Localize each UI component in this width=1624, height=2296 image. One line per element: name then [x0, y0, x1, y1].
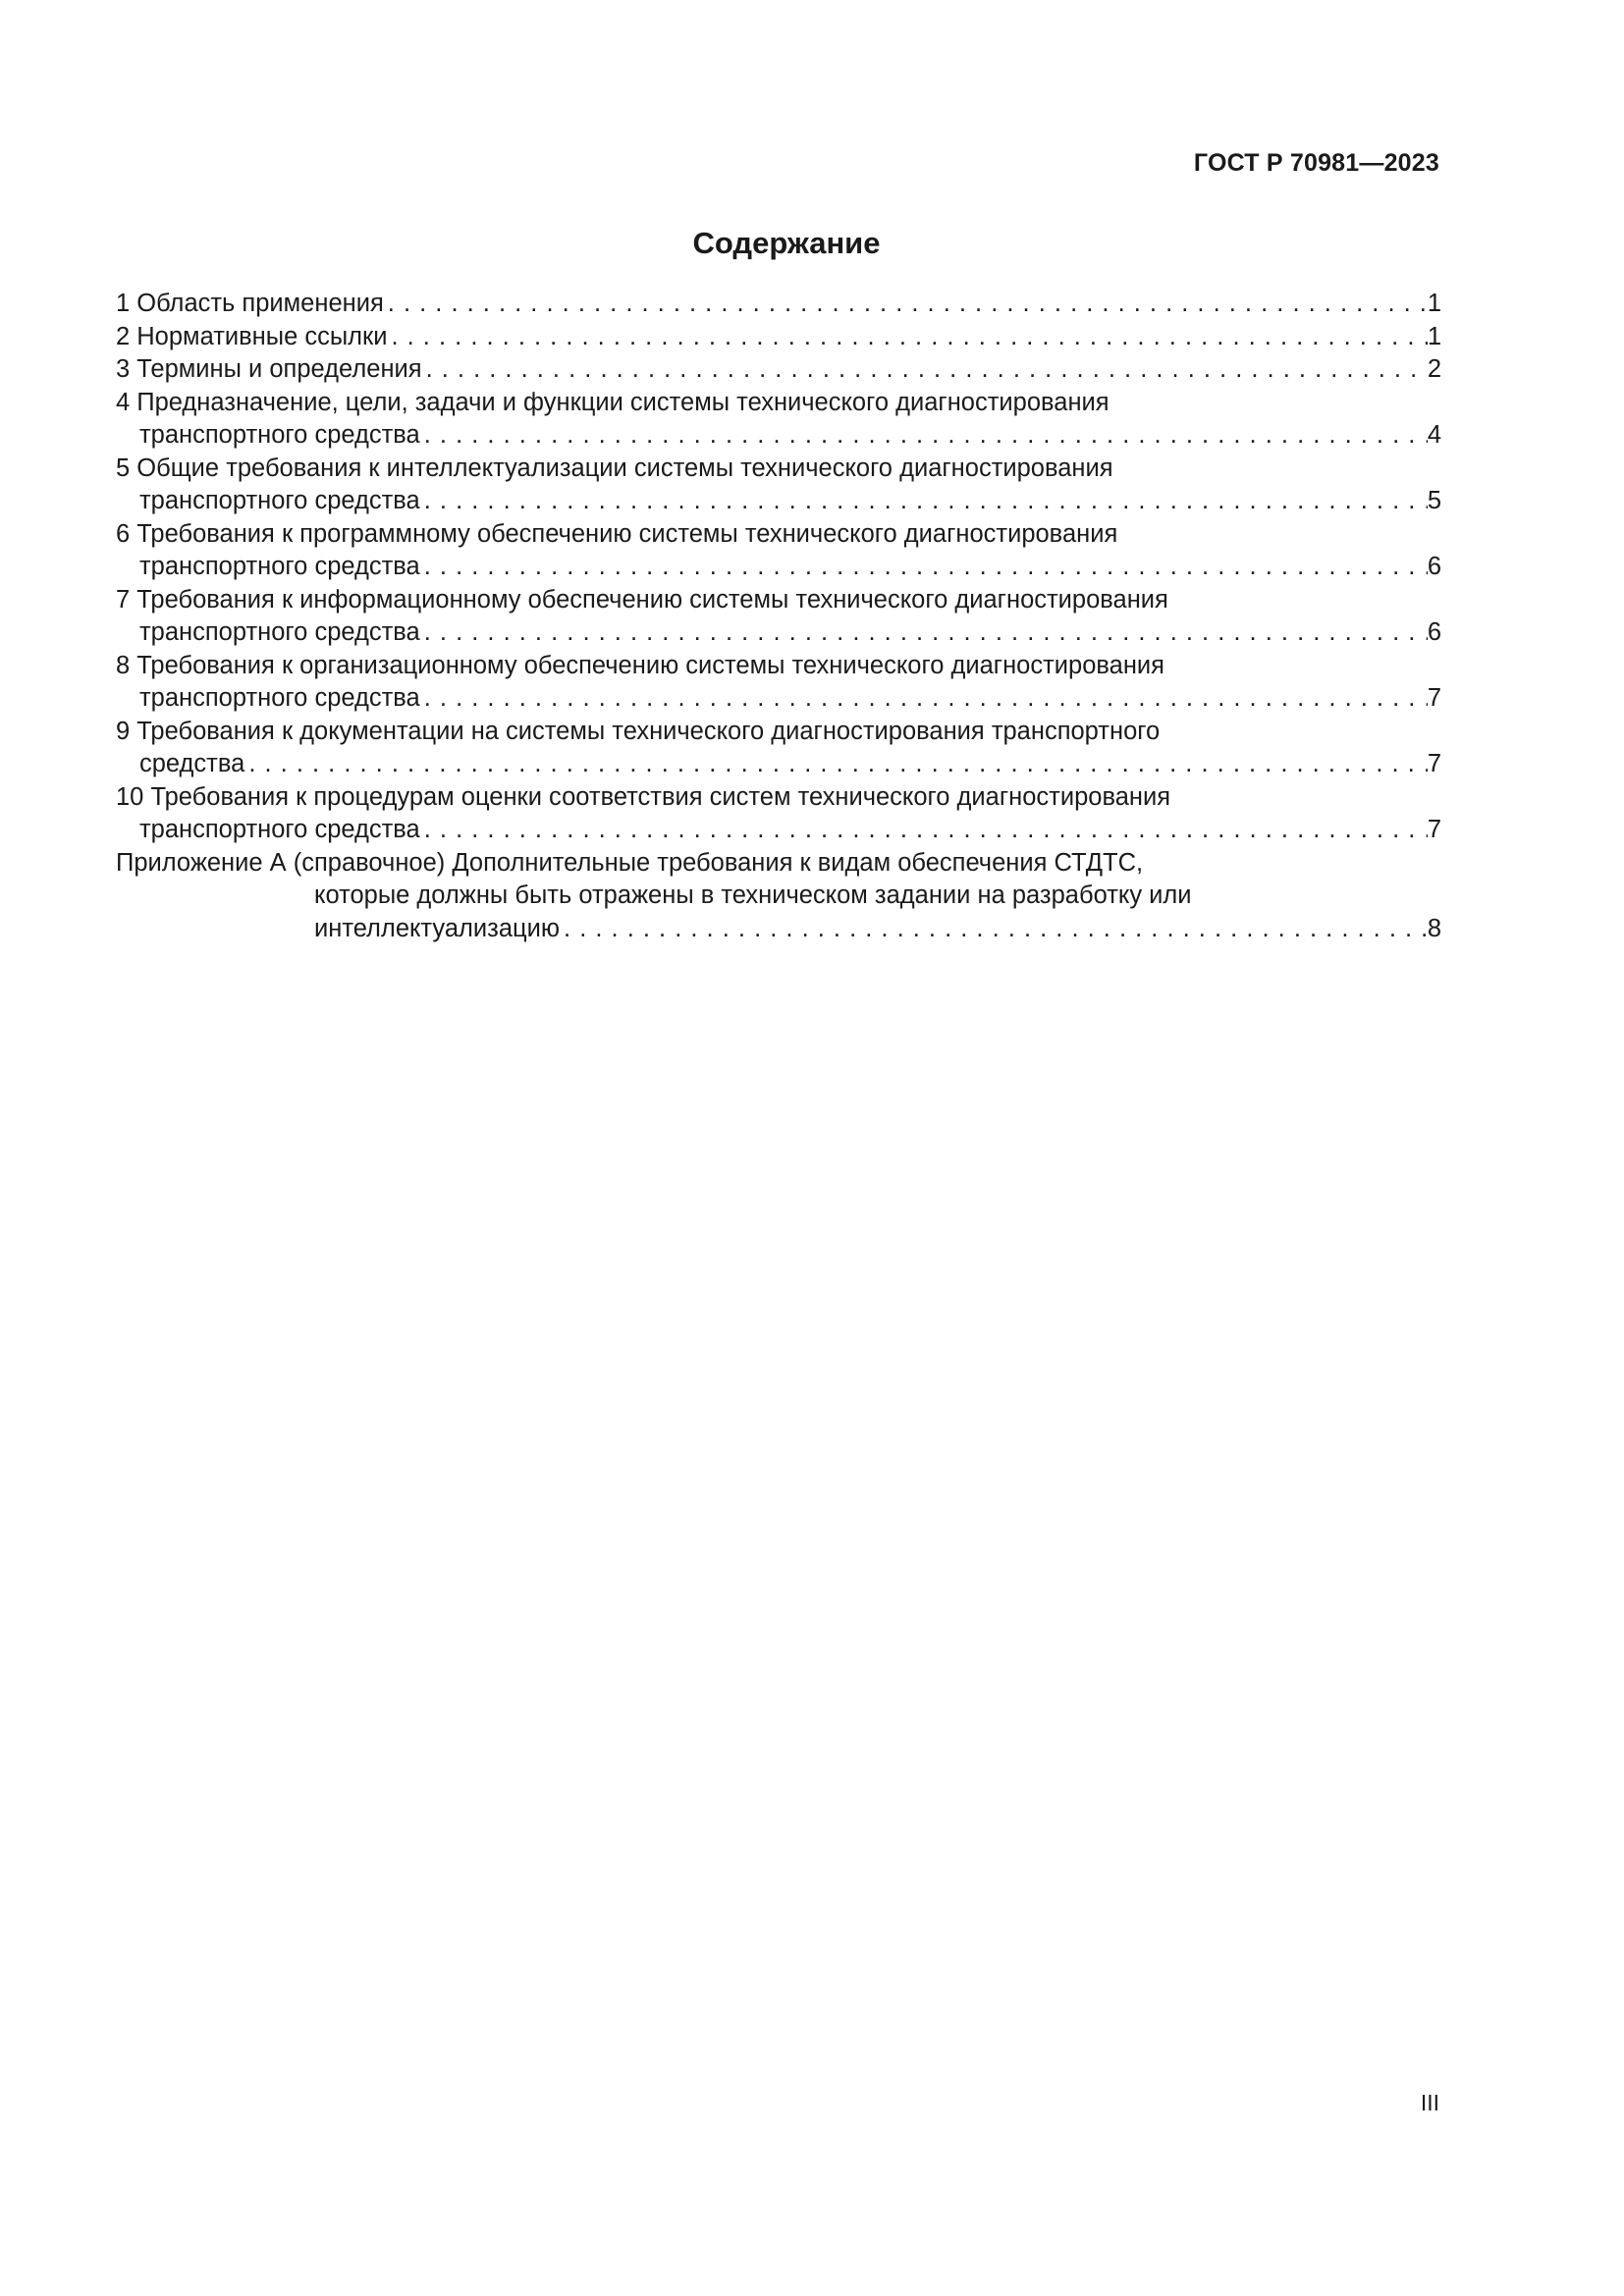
toc-entry-page: 7 [1427, 750, 1441, 777]
toc-entry-label: интеллектуализацию [314, 914, 561, 942]
toc-entry-line [116, 748, 1441, 781]
toc-entry-line: 5 Общие требования к интеллектуализации системы технического диагностирования [116, 454, 1113, 482]
toc-entry-line [116, 288, 1441, 321]
toc-entry-line [116, 551, 1441, 584]
dot-leader [420, 616, 1428, 650]
toc-entry[interactable] [116, 453, 1441, 518]
table-of-contents [116, 288, 1441, 945]
toc-entry-page: 8 [1427, 914, 1441, 942]
dot-leader [420, 485, 1428, 518]
dot-leader [387, 321, 1427, 354]
toc-entry-page: 5 [1427, 487, 1441, 514]
toc-entry[interactable] [116, 353, 1441, 387]
toc-entry-page: 1 [1427, 322, 1441, 350]
toc-entry-label: транспортного средства [139, 684, 420, 712]
dot-leader [420, 814, 1428, 847]
toc-entry-label: транспортного средства [139, 487, 420, 514]
toc-entry-label: 1 Область применения [116, 290, 384, 317]
toc-entry-line: Приложение А (справочное) Дополнительные требования к видам обеспечения СТДТС, [116, 848, 1144, 877]
toc-entry-label: транспортного средства [139, 553, 420, 580]
toc-entry-line [116, 353, 1441, 387]
toc-entry-line: 10 Требования к процедурам оценки соответствия систем технического диагностирования [116, 782, 1171, 811]
toc-entry-page: 4 [1427, 421, 1441, 449]
document-code: ГОСТ Р 70981—2023 [1193, 149, 1439, 177]
toc-entry-label: 2 Нормативные ссылки [116, 322, 388, 350]
toc-entry-line: которые должны быть отражены в техническом задании на разработку или [314, 881, 1192, 909]
toc-entry[interactable] [116, 847, 1441, 946]
toc-entry-line [116, 913, 1441, 946]
toc-entry-page: 2 [1427, 355, 1441, 383]
toc-entry-line: 9 Требования к документации на системы технического диагностирования транспортного [116, 717, 1161, 745]
dot-leader [420, 419, 1428, 453]
toc-entry-label: транспортного средства [139, 421, 420, 449]
toc-entry-line [116, 485, 1441, 518]
toc-entry-line [116, 682, 1441, 716]
toc-entry-label: транспортного средства [139, 618, 420, 646]
toc-entry-page: 6 [1427, 618, 1441, 646]
toc-entry-line [116, 814, 1441, 847]
dot-leader [384, 288, 1428, 321]
dot-leader [420, 551, 1428, 584]
toc-entry-label: 3 Термины и определения [116, 355, 422, 383]
toc-entry[interactable] [116, 650, 1441, 716]
toc-entry[interactable] [116, 387, 1441, 453]
dot-leader [420, 682, 1428, 716]
toc-entry[interactable] [116, 321, 1441, 354]
toc-entry-line [116, 616, 1441, 650]
dot-leader [422, 353, 1428, 387]
toc-entry-label: транспортного средства [139, 816, 420, 843]
toc-entry[interactable] [116, 716, 1441, 781]
toc-entry-page: 1 [1427, 290, 1441, 317]
dot-leader [560, 913, 1428, 946]
toc-title: Содержание [692, 226, 881, 260]
toc-entry-label: средства [139, 750, 245, 777]
toc-entry-line [116, 321, 1441, 354]
toc-entry[interactable] [116, 781, 1441, 847]
toc-entry-line: 4 Предназначение, цели, задачи и функции системы технического диагностирования [116, 388, 1110, 416]
toc-entry-page: 6 [1427, 553, 1441, 580]
toc-entry[interactable] [116, 288, 1441, 321]
toc-entry-page: 7 [1427, 684, 1441, 712]
toc-entry[interactable] [116, 584, 1441, 650]
dot-leader [244, 748, 1428, 781]
toc-entry-line: 7 Требования к информационному обеспечению системы технического диагностирования [116, 585, 1168, 614]
toc-entry-line: 6 Требования к программному обеспечению системы технического диагностирования [116, 519, 1118, 548]
toc-entry[interactable] [116, 518, 1441, 584]
toc-entry-line: 8 Требования к организационному обеспечению системы технического диагностирования [116, 651, 1164, 679]
toc-entry-line [116, 419, 1441, 453]
toc-entry-page: 7 [1427, 816, 1441, 843]
page-number: III [1420, 2090, 1439, 2115]
